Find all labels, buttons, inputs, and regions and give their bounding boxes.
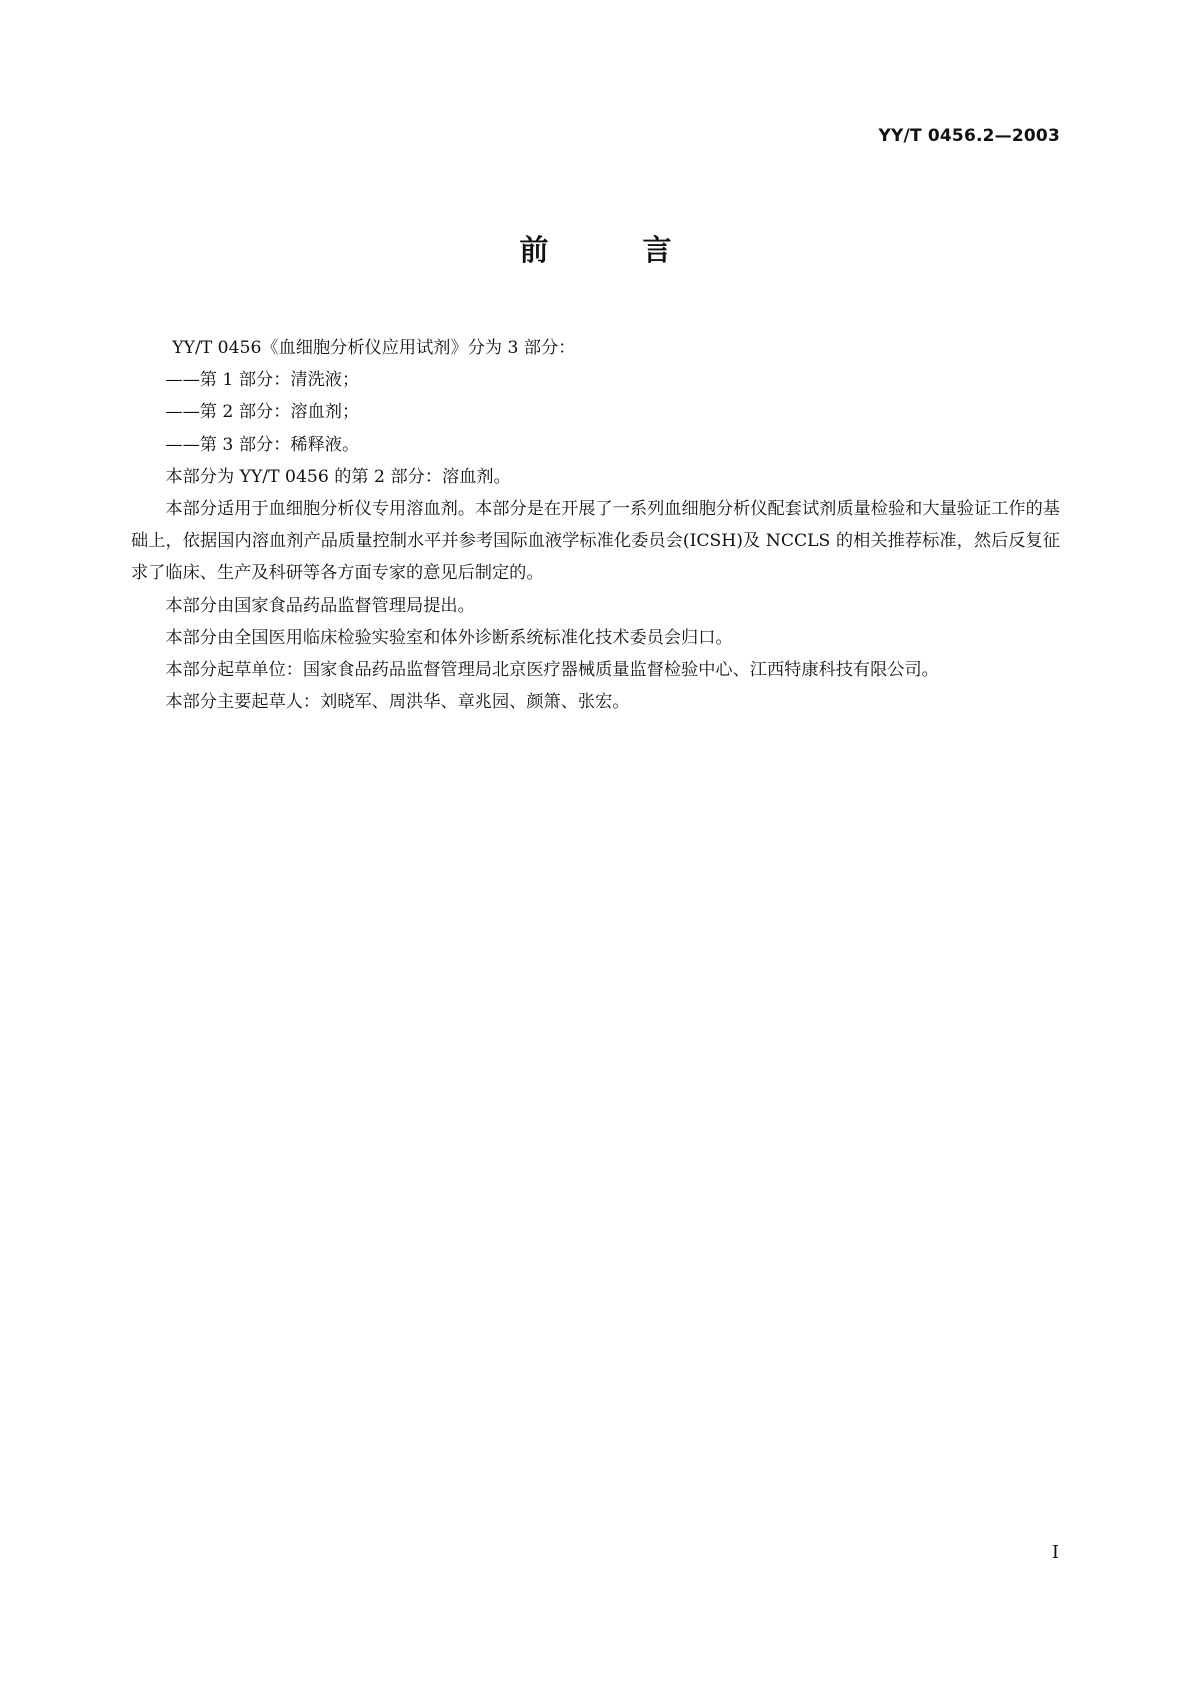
paragraph-proposed-by: 本部分由国家食品药品监督管理局提出。 [165,595,475,616]
preface-body [131,332,1060,718]
list-item-part-3: ——第 3 部分：稀释液。 [165,434,360,455]
page-title: 前 言 [519,233,714,267]
standard-code: YY/T 0456.2—2003 [878,126,1060,146]
paragraph-parts-intro: YY/T 0456《血细胞分析仪应用试剂》分为 3 部分： [172,338,576,358]
paragraph-centralized-by: 本部分由全国医用临床检验实验室和体外诊断系统标准化技术委员会归口。 [165,627,733,648]
paragraph-drafters: 本部分主要起草人：刘晓军、周洪华、章兆园、颜箫、张宏。 [165,692,630,713]
list-item-part-2: ——第 2 部分：溶血剂； [165,402,360,423]
paragraph-scope: 本部分适用于血细胞分析仪专用溶血剂。本部分是在开展了一系列血细胞分析仪配套试剂质量检验和大量验证工作的基础上，依据国内溶血剂产品质量控制水平并参考国际血液学标准化委员会(ICSH)及 NCCLS 的相关推荐标准，然后反复征求了临床、生产及科研等各方面专家的意见后制定的。 [131,499,1060,584]
paragraph-this-part: 本部分为 YY/T 0456 的第 2 部分：溶血剂。 [165,466,511,487]
list-item-part-1: ——第 1 部分：清洗液； [165,370,360,391]
paragraph-drafting-units: 本部分起草单位：国家食品药品监督管理局北京医疗器械质量监督检验中心、江西特康科技有限公司。 [165,660,939,681]
page-number: I [1051,1542,1059,1563]
